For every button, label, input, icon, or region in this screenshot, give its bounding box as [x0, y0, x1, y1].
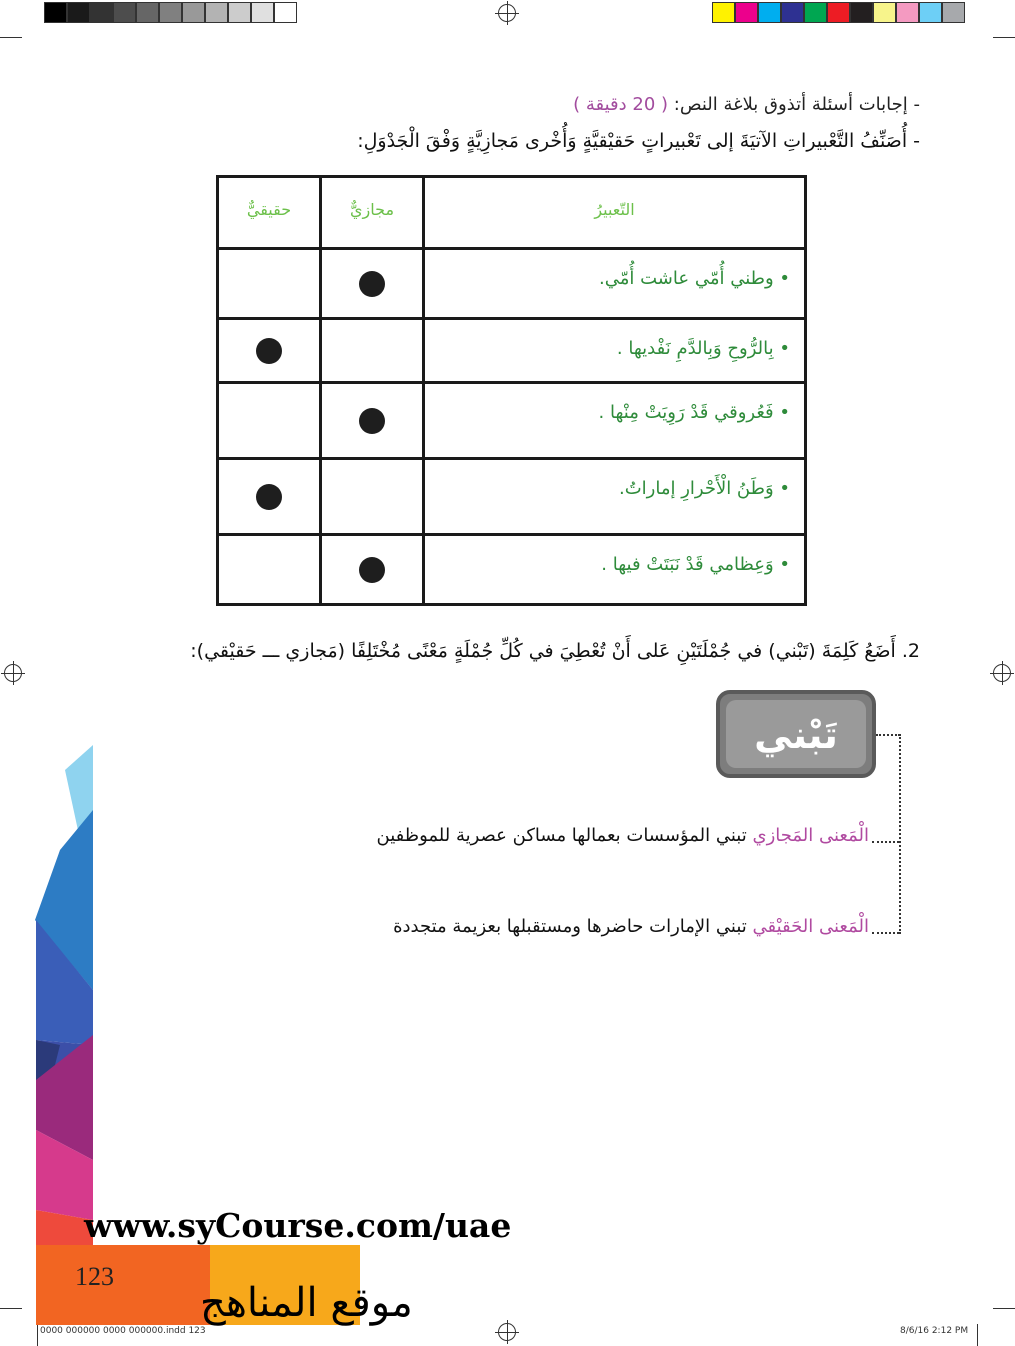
- crop-mark: [977, 1324, 978, 1346]
- table-row: [218, 383, 806, 459]
- color-calibration-bar: [712, 2, 965, 23]
- metaphorical-cell: [321, 319, 424, 383]
- classification-table: [216, 175, 807, 606]
- filled-dot-icon: [256, 484, 282, 510]
- literal-cell: [218, 319, 321, 383]
- metaphorical-meaning-label: الْمَعنى المَجازي: [752, 825, 869, 846]
- page-number: 123: [75, 1262, 114, 1291]
- filled-dot-icon: [256, 338, 282, 364]
- expression-cell: • فَعُروقي قَدْ رَوِيَتْ مِنْها .: [424, 383, 806, 459]
- connector-line: [872, 932, 899, 934]
- word-box: [716, 690, 876, 778]
- literal-cell: [218, 383, 321, 459]
- crop-mark: [37, 1324, 38, 1346]
- expression-cell: • وطني أُمّي عاشت أُمّي.: [424, 249, 806, 319]
- table-row: [218, 249, 806, 319]
- registration-mark-icon: [498, 1323, 516, 1341]
- metaphorical-cell: [321, 249, 424, 319]
- filled-dot-icon: [359, 271, 385, 297]
- literal-meaning-line: [393, 916, 869, 937]
- connector-line: [872, 841, 899, 843]
- expression-cell: • بِالرُّوحِ وَبِالدَّمِ نَفْديها .: [424, 319, 806, 383]
- site-name-arabic: موقع المناهج: [200, 1280, 413, 1326]
- metaphorical-cell: [321, 383, 424, 459]
- answers-heading-text: - إجابات أسئلة أتذوق بلاغة النص:: [668, 94, 920, 115]
- metaphorical-meaning-line: [377, 825, 869, 846]
- word-box-label: تَبْني: [726, 700, 866, 768]
- header-literal: حقيقيٌّ: [218, 177, 321, 249]
- literal-sentence: تبني الإمارات حاضرها ومستقبلها بعزيمة متجددة: [393, 916, 747, 937]
- literal-meaning-label: الْمَعنى الحَقيْقي: [752, 916, 869, 937]
- registration-mark-icon: [4, 664, 22, 682]
- crop-mark: [993, 1308, 1015, 1309]
- connector-line: [876, 734, 900, 736]
- literal-cell: [218, 459, 321, 535]
- connector-line: [899, 734, 901, 934]
- literal-cell: [218, 535, 321, 605]
- table-header-row: [218, 177, 806, 249]
- literal-cell: [218, 249, 321, 319]
- expression-cell: • وَطَنُ الْأَحْرارِ إماراتُ.: [424, 459, 806, 535]
- crop-mark: [993, 37, 1015, 38]
- expression-cell: • وَعِظامي قَدْ نَبَتَتْ فيها .: [424, 535, 806, 605]
- print-date-time: 8/6/16 2:12 PM: [900, 1326, 969, 1336]
- table-row: [218, 319, 806, 383]
- header-metaphorical: مجازيٌّ: [321, 177, 424, 249]
- classification-instruction: - أُصَنِّفُ التَّعْبيراتِ الآتيَةَ إلى تَعْبيراتٍ حَقيْقيَّةٍ وَأُخْرى مَجازِيَّةٍ وَفْقَ الْجَدْوَلِ:: [357, 130, 920, 152]
- metaphorical-sentence: تبني المؤسسات بعمالها مساكن عصرية للموظفين: [376, 825, 747, 846]
- table-row: [218, 459, 806, 535]
- filled-dot-icon: [359, 408, 385, 434]
- registration-mark-icon: [993, 664, 1011, 682]
- filled-dot-icon: [359, 557, 385, 583]
- website-url[interactable]: www.syCourse.com/uae: [84, 1206, 512, 1245]
- question-2-text: 2. أَضَعُ كَلِمَةَ (تَبْني) في جُمْلَتَيْنِ عَلى أَنْ تُعْطِيَ في كُلِّ جُمْلَةٍ مَعْنًى مُخْتَلِفًا (مَجازي ـــ حَقيْقي):: [190, 640, 920, 662]
- time-badge: ( 20 دقيقة ): [573, 94, 669, 115]
- metaphorical-cell: [321, 459, 424, 535]
- table-row: [218, 535, 806, 605]
- crop-mark: [0, 37, 22, 38]
- registration-mark-icon: [498, 4, 516, 22]
- grayscale-calibration-bar: [44, 2, 297, 23]
- file-info: 0000 000000 0000 000000.indd 123: [40, 1326, 206, 1336]
- metaphorical-cell: [321, 535, 424, 605]
- answers-heading: [573, 94, 920, 115]
- header-expression: التّعبيرُ: [424, 177, 806, 249]
